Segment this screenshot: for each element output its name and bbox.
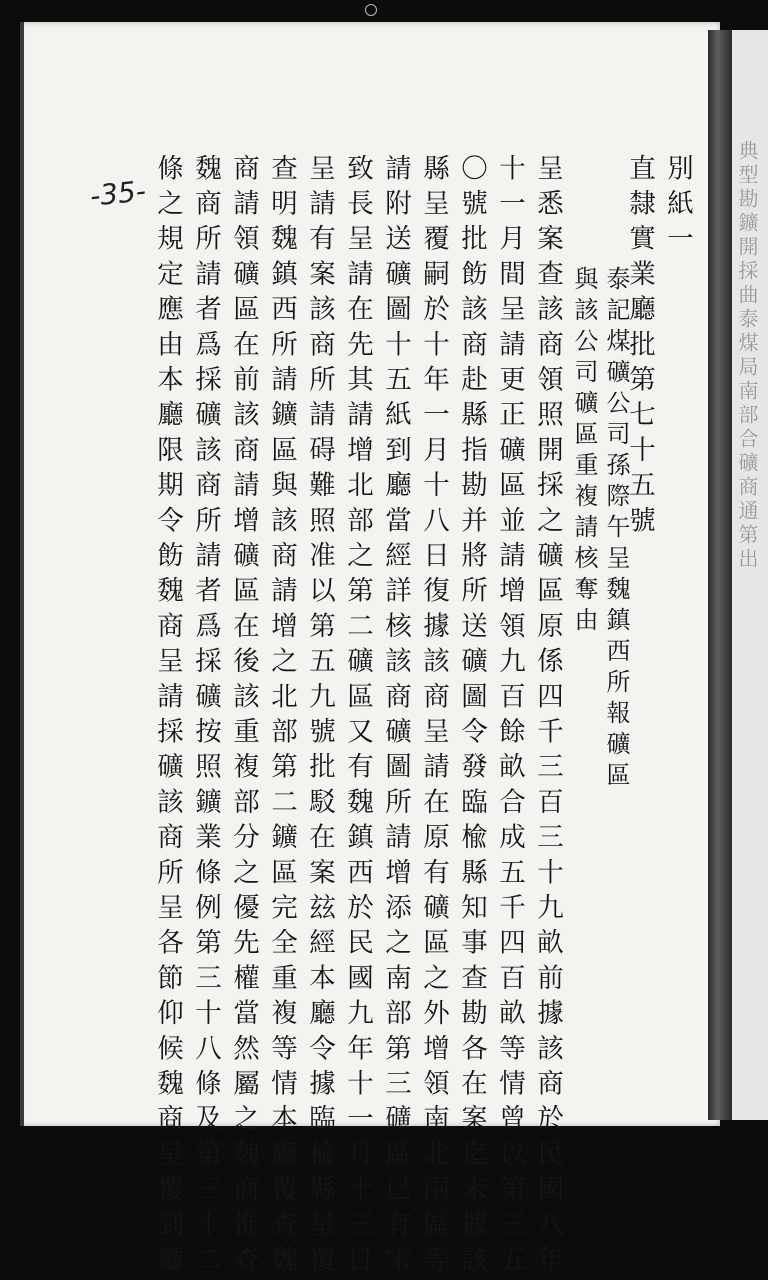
- document-page: [20, 22, 720, 1280]
- page-number-mark: -35-: [88, 174, 148, 213]
- binding-hole: [365, 4, 377, 16]
- page-left-edge: [20, 22, 24, 1126]
- facing-page-bleed-text: 典型勘鑛開採曲泰煤局南部合礦商通第出: [735, 140, 759, 572]
- body-line-11: 條之規定應由本廳限期令飭魏商呈請採礦該商所呈各節仰候魏商呈覆到廳: [152, 154, 183, 1280]
- body-line-8: 查明魏鎮西所請鑛區與該商請增之北部第二鑛區完全重複等情本廳覆查魏: [266, 154, 297, 1280]
- body-line-1: 呈悉案查該商領照開採之礦區原係四千三百三十九畝前據該商於民國八年: [532, 154, 563, 1280]
- book-spine: [708, 30, 732, 1120]
- subject-line-2: 與該公司礦區重複請核奪由: [570, 266, 598, 638]
- body-line-9: 商請領礦區在前該商請增礦區在後該重複部分之優先權當然屬之魏商惟查: [228, 154, 259, 1280]
- body-line-10: 魏商所請者爲採礦該商所請者爲採礦按照鑛業條例第三十八條及第三十二: [190, 154, 221, 1280]
- subject-line-1: 泰記煤礦公司孫際午呈魏鎮西所報礦區: [602, 266, 630, 793]
- body-line-7: 呈請有案該商所請碍難照准以第五九號批駁在案玆經本廳令據臨楡縣呈覆: [304, 154, 335, 1280]
- facing-page-edge: [732, 30, 768, 1120]
- body-line-2: 十一月間呈請更正礦區並請增領九百餘畝合成五千四百畝等情曾以第三五: [494, 154, 525, 1280]
- body-line-3: 〇號批飭該商赴縣指勘并將所送礦圖令發臨楡縣知事查勘各在案迄未據該: [456, 154, 487, 1280]
- document-title: 直隸實業廳批第七十五號: [624, 154, 655, 542]
- body-line-6: 致長呈請在先其請增北部之第二礦區又有魏鎮西於民國九年十一月十三日: [342, 154, 373, 1280]
- body-line-4: 縣呈覆嗣於十年一月十八日復據該商呈請在原有礦區之外增領南北兩區等: [418, 154, 449, 1280]
- body-line-5: 請附送礦圖十五紙到廳當經詳核該商礦圖所請增添之南部第三礦區已有宋: [380, 154, 411, 1280]
- document-heading: 別紙一: [662, 154, 693, 260]
